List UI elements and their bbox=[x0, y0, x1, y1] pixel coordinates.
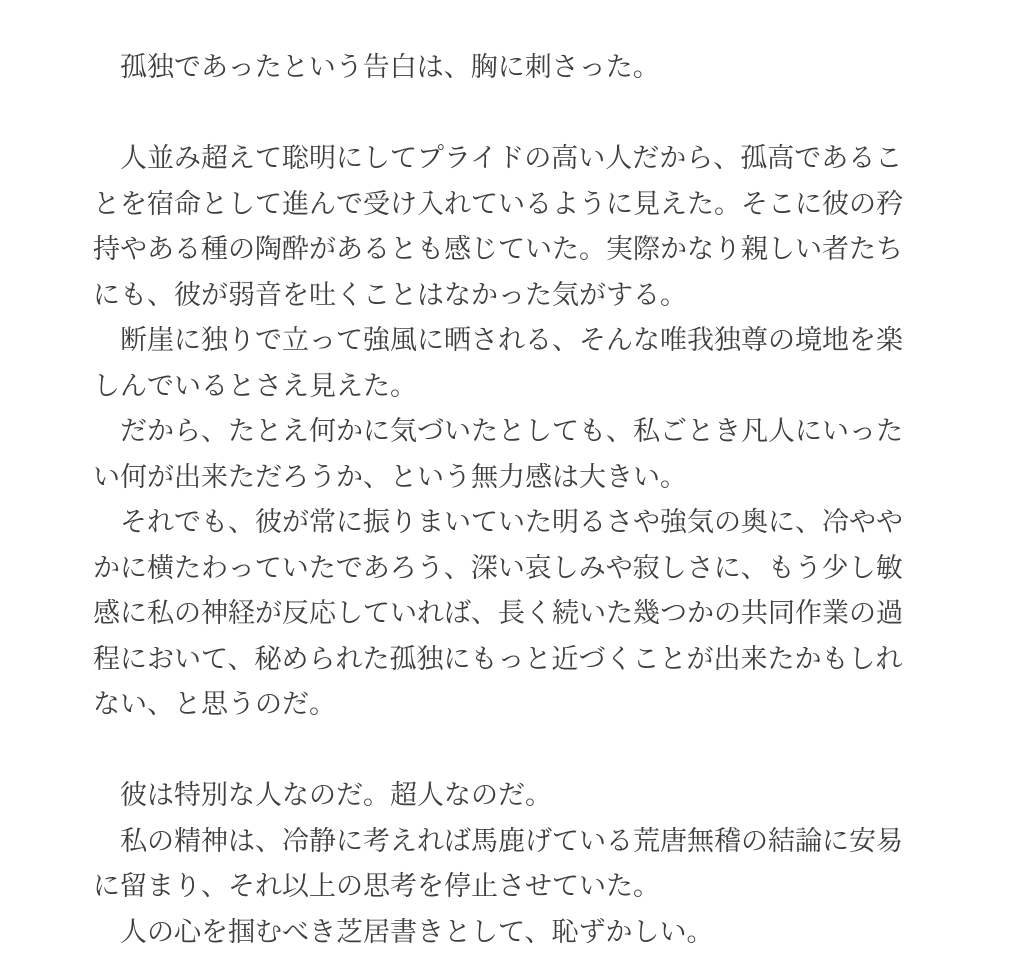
text-line: 感に私の神経が反応していれば、長く続いた幾つかの共同作業の過 bbox=[93, 598, 903, 628]
paragraph bbox=[93, 45, 933, 91]
paragraph bbox=[93, 819, 933, 910]
text-line: 人並み超えて聡明にしてプライドの高い人だから、孤高であるこ bbox=[120, 143, 903, 173]
paragraph bbox=[93, 773, 933, 819]
text-line: ない、と思うのだ。 bbox=[93, 689, 336, 719]
text-line: 私の精神は、冷静に考えれば馬鹿げている荒唐無稽の結論に安易 bbox=[120, 825, 903, 856]
text-line: だから、たとえ何かに気づいたとしても、私ごとき凡人にいった bbox=[120, 416, 903, 446]
text-line: にも、彼が弱音を吐くことはなかった気がする。 bbox=[93, 279, 687, 310]
text-line: 断崖に独りで立って強風に晒される、そんな唯我独尊の境地を楽 bbox=[120, 325, 903, 355]
text-line: に留まり、それ以上の思考を停止させていた。 bbox=[93, 871, 660, 901]
text-line: 人の心を掴むべき芝居書きとして、恥ずかしい。 bbox=[120, 916, 714, 947]
text-line: 程において、秘められた孤独にもっと近づくことが出来たかもしれ bbox=[93, 643, 903, 674]
text-line: 孤独であったという告白は、胸に刺さった。 bbox=[120, 52, 660, 82]
paragraph bbox=[93, 500, 933, 728]
text-page bbox=[93, 45, 933, 955]
paragraph bbox=[93, 910, 933, 956]
text-line: とを宿命として進んで受け入れているように見えた。そこに彼の矜 bbox=[93, 188, 903, 219]
text-line: 彼は特別な人なのだ。超人なのだ。 bbox=[120, 780, 552, 810]
paragraph bbox=[93, 409, 933, 500]
text-line: 持やある種の陶酔があるとも感じていた。実際かなり親しい者たち bbox=[93, 234, 903, 264]
text-line: しんでいるとさえ見えた。 bbox=[93, 370, 417, 401]
text-line: それでも、彼が常に振りまいていた明るさや強気の奥に、冷やや bbox=[120, 507, 903, 537]
paragraph bbox=[93, 318, 933, 409]
text-line: い何が出来ただろうか、という無力感は大きい。 bbox=[93, 461, 687, 492]
paragraph bbox=[93, 136, 933, 318]
text-line: かに横たわっていたであろう、深い哀しみや寂しさに、もう少し敏 bbox=[93, 552, 903, 583]
